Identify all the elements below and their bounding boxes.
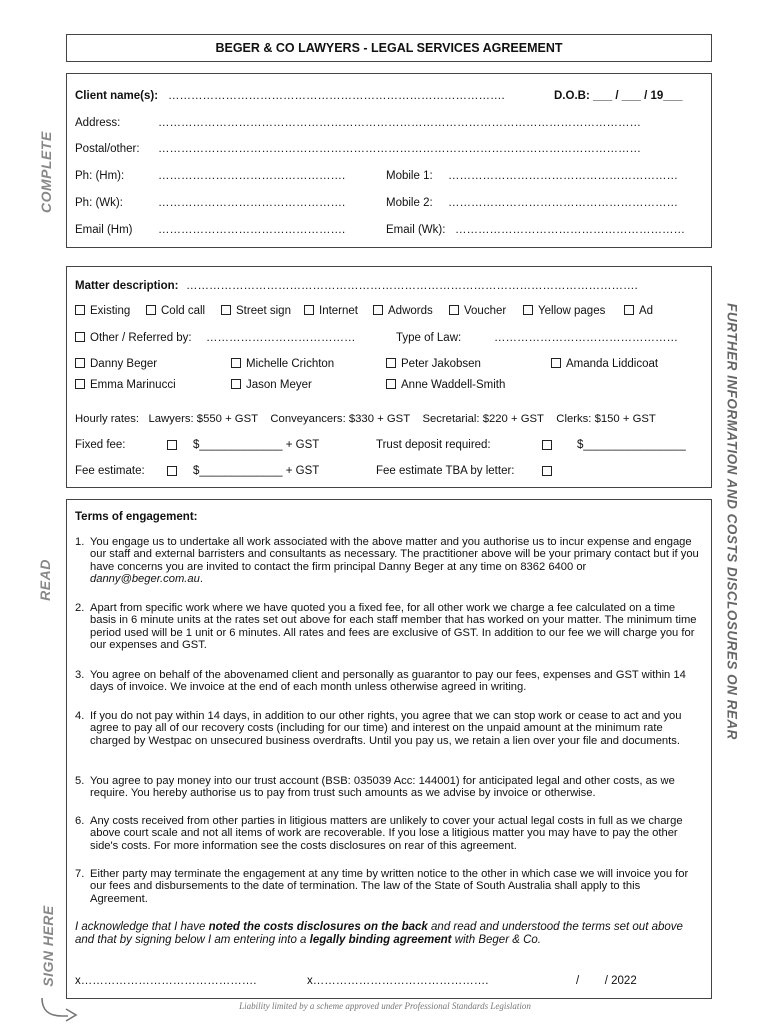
mobile2-field[interactable]: …………………………………………………… [448, 197, 678, 209]
fee-estimate-tba-checkbox[interactable] [542, 466, 552, 476]
footer-liability-note: Liability limited by a scheme approved under Professional Standards Legislation [239, 1001, 531, 1011]
client-name-field[interactable]: ……………………………………………………………………………. [168, 90, 505, 102]
checkbox[interactable] [146, 305, 156, 315]
email-work-field[interactable]: …………………………………………………… [455, 224, 685, 236]
checkbox[interactable] [75, 305, 85, 315]
fee-estimate-field[interactable]: $_____________ + GST [193, 465, 320, 477]
term-item-7: 7. Either party may terminate the engagement at any time by written notice to the other in which case we will invoice you for our fees and disbursements to the date of termination. The law of the State of South Australia shall apply to this Agreement. [75, 868, 689, 905]
signature-line-2[interactable]: x………………………………………. [307, 975, 489, 987]
practitioner-option[interactable]: Michelle Crichton [231, 358, 334, 370]
checkbox[interactable] [75, 379, 85, 389]
referred-by-field[interactable]: ………………………………… [206, 332, 356, 344]
type-of-law-field[interactable]: ………………………………………… [494, 332, 678, 344]
side-label-complete: COMPLETE [38, 131, 54, 213]
checkbox[interactable] [75, 332, 85, 342]
page-title: BEGER & CO LAWYERS - LEGAL SERVICES AGREEMENT [215, 41, 563, 55]
checkbox[interactable] [231, 358, 241, 368]
source-option-street-sign[interactable]: Street sign [221, 305, 291, 317]
practitioner-option[interactable]: Jason Meyer [231, 379, 312, 391]
email-home-field[interactable]: …………………………………………. [158, 224, 346, 236]
term-item-4: 4. If you do not pay within 14 days, in addition to our other rights, you agree that we can stop work or cease to act and you agree to pay all of our recovery costs (including for our time) and interest on the unpaid amount at the minimum rate charged by Westpac on unsecured business overdrafts. Until you pay us, we retain a lien over your file and documents. [75, 710, 682, 747]
source-option-adwords[interactable]: Adwords [373, 305, 433, 317]
title-box [66, 34, 712, 62]
side-label-read: READ [37, 559, 53, 601]
practitioner-option[interactable]: Danny Beger [75, 358, 157, 370]
side-label-further-information: FURTHER INFORMATION AND COSTS DISCLOSURES ON REAR [724, 303, 740, 740]
source-option-yellow-pages[interactable]: Yellow pages [523, 305, 605, 317]
trust-deposit-checkbox[interactable] [542, 440, 552, 450]
term-item-6: 6. Any costs received from other parties in litigious matters are unlikely to cover your actual legal costs in full as we charge above court scale and not all items of work are recoverable. If you lose a litigious matter you may have to pay the other side's costs. For more information see the costs disclosures on rear of this agreement. [75, 815, 683, 852]
email-work-label: Email (Wk): [386, 224, 446, 236]
fixed-fee-field[interactable]: $_____________ + GST [193, 439, 320, 451]
fixed-fee-label: Fixed fee: [75, 439, 126, 451]
type-of-law-label: Type of Law: [396, 332, 462, 344]
mobile1-field[interactable]: …………………………………………………… [448, 170, 678, 182]
checkbox[interactable] [449, 305, 459, 315]
signature-date[interactable]: / / 2022 [576, 975, 637, 987]
client-name-label: Client name(s): [75, 90, 159, 102]
checkbox[interactable] [231, 379, 241, 389]
address-field[interactable]: ……………………………………………………………………………………………………………… [158, 117, 641, 129]
source-option-cold-call[interactable]: Cold call [146, 305, 205, 317]
checkbox[interactable] [386, 358, 396, 368]
term-item-1: 1. You engage us to undertake all work associated with the above matter and you authorise us to incur expense and engage our staff and external barristers and consultants as necessary. The practitioner above will be your primary contact but if you have concerns you are invited to contact the firm principal Danny Beger at any time on 8362 6400 or danny@beger.com.au. [75, 536, 699, 586]
checkbox[interactable] [386, 379, 396, 389]
acknowledgement: I acknowledge that I have noted the costs disclosures on the back and read and understood the terms set out above and that by signing below I am entering into a legally binding agreement with Beger & Co. [75, 921, 683, 946]
trust-deposit-field[interactable]: $________________ [577, 439, 686, 451]
phone-home-label: Ph: (Hm): [75, 170, 125, 182]
fee-estimate-checkbox[interactable] [167, 466, 177, 476]
matter-box [66, 266, 712, 488]
practitioner-option[interactable]: Anne Waddell-Smith [386, 379, 505, 391]
side-label-sign-here: SIGN HERE [40, 905, 56, 987]
matter-description-label: Matter description: [75, 280, 179, 292]
term-item-2: 2. Apart from specific work where we have quoted you a fixed fee, for all other work we charge a fee calculated on a time basis in 6 minute units at the rates set out above for each staff member that has worked on your matter. The minimum time period used will be 1 unit or 6 minutes. All rates and fees are exclusive of GST. In addition to our fee we will charge you for our expenses and GST. [75, 602, 697, 652]
source-option-existing[interactable]: Existing [75, 305, 130, 317]
phone-work-field[interactable]: …………………………………………. [158, 197, 346, 209]
phone-work-label: Ph: (Wk): [75, 197, 123, 209]
practitioner-option[interactable]: Peter Jakobsen [386, 358, 481, 370]
source-option-internet[interactable]: Internet [304, 305, 358, 317]
postal-field[interactable]: ……………………………………………………………………………………………………………… [158, 143, 641, 155]
address-label: Address: [75, 117, 121, 129]
checkbox[interactable] [551, 358, 561, 368]
fee-estimate-tba-label: Fee estimate TBA by letter: [376, 465, 515, 477]
matter-description-field[interactable]: ………………………………………………………………………………………………………. [186, 280, 638, 292]
dob-field[interactable]: D.O.B: ___ / ___ / 19___ [554, 90, 683, 102]
terms-heading: Terms of engagement: [75, 511, 198, 523]
phone-home-field[interactable]: …………………………………………. [158, 170, 346, 182]
mobile2-label: Mobile 2: [386, 197, 433, 209]
checkbox[interactable] [221, 305, 231, 315]
fixed-fee-checkbox[interactable] [167, 440, 177, 450]
source-option-ad[interactable]: Ad [624, 305, 653, 317]
signature-line-1[interactable]: x………………………………………. [75, 975, 257, 987]
checkbox[interactable] [373, 305, 383, 315]
checkbox[interactable] [523, 305, 533, 315]
practitioner-option[interactable]: Amanda Liddicoat [551, 358, 658, 370]
hourly-rates: Hourly rates: Lawyers: $550 + GST Conveyancers: $330 + GST Secretarial: $220 + GST Clerks: $150 + GST [75, 413, 656, 425]
postal-label: Postal/other: [75, 143, 140, 155]
firm-principal-email[interactable]: danny@beger.com.au [90, 573, 200, 586]
trust-deposit-label: Trust deposit required: [376, 439, 491, 451]
fee-estimate-label: Fee estimate: [75, 465, 145, 477]
term-item-5: 5. You agree to pay money into our trust account (BSB: 035039 Acc: 144001) for anticipated legal and other costs, as we require. You hereby authorise us to pay from trust such amounts as we advise by invoice or otherwise. [75, 775, 675, 800]
checkbox[interactable] [75, 358, 85, 368]
practitioner-option[interactable]: Emma Marinucci [75, 379, 176, 391]
term-item-3: 3. You agree on behalf of the abovenamed client and personally as guarantor to pay our fees, expenses and GST within 14 days of invoice. We invoice at the end of each month unless otherwise agreed in writing. [75, 669, 686, 694]
mobile1-label: Mobile 1: [386, 170, 433, 182]
checkbox[interactable] [304, 305, 314, 315]
email-home-label: Email (Hm) [75, 224, 133, 236]
source-option-other[interactable]: Other / Referred by: [75, 332, 192, 344]
checkbox[interactable] [624, 305, 634, 315]
source-option-voucher[interactable]: Voucher [449, 305, 506, 317]
